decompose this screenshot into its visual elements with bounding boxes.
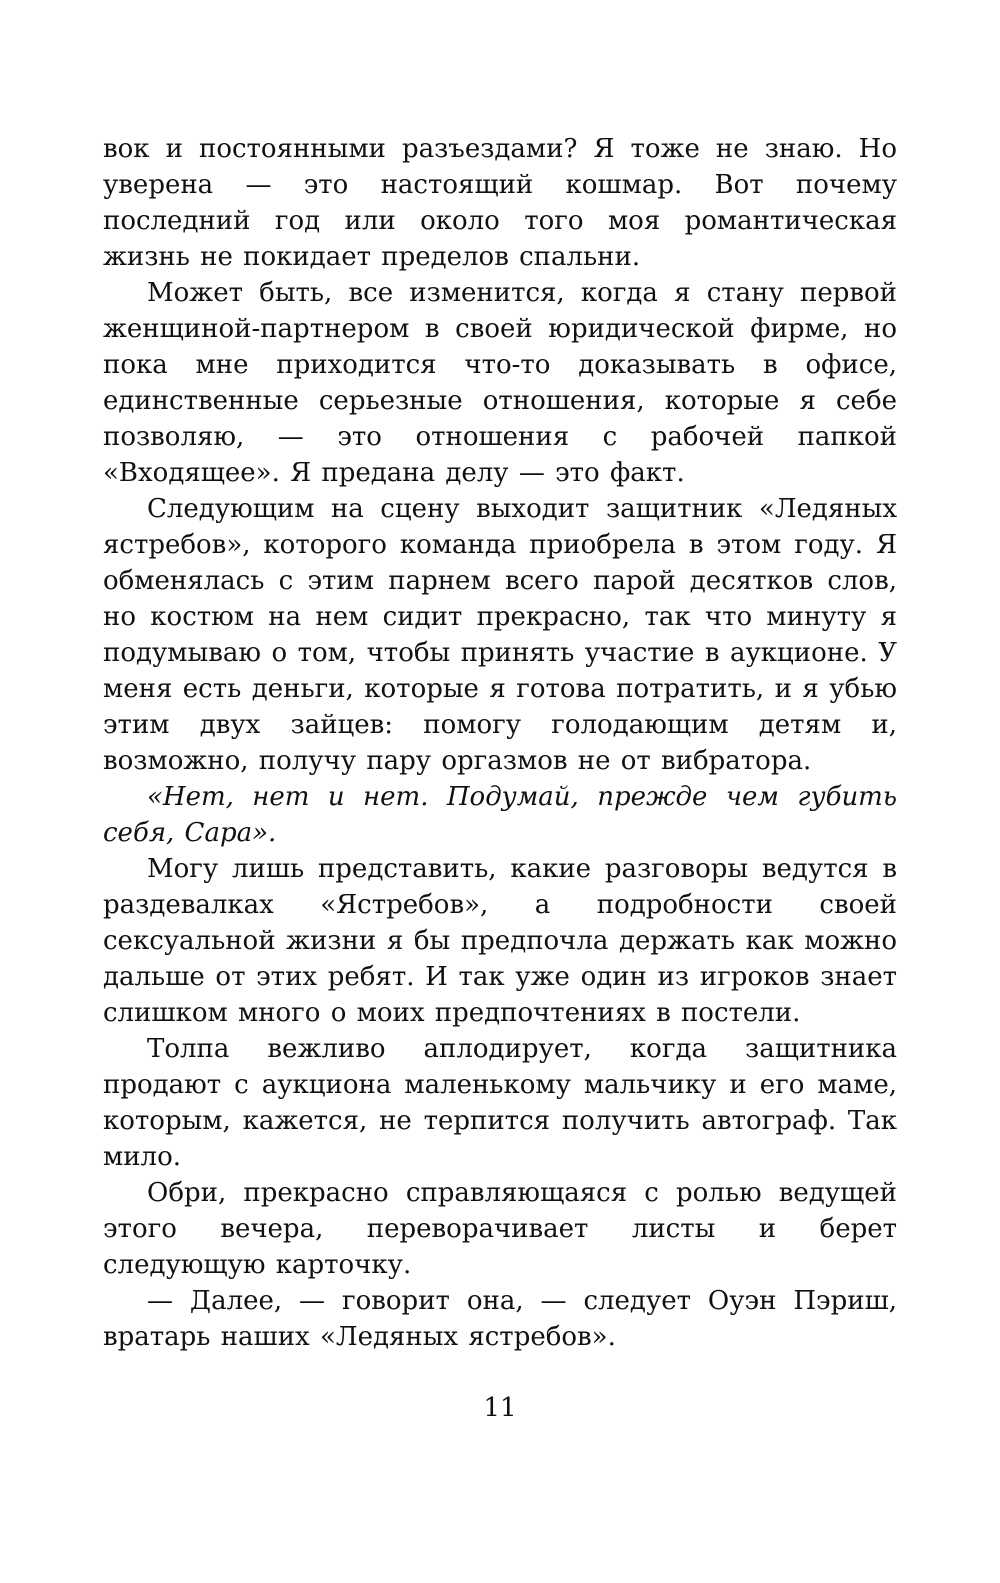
body-text xyxy=(103,131,897,1355)
paragraph: Может быть, все изменится, когда я стану первой женщиной-партнером в своей юридической фирме, но пока мне приходится что-то доказывать в офисе, единственные серьезные отношения, которые я себе позволяю, — это отношения с рабочей папкой «Входящее». Я предана делу — это факт. xyxy=(103,278,897,488)
paragraph: вок и постоянными разъездами? Я тоже не знаю. Но уверена — это настоящий кошмар. Вот почему последний год или около того моя романтическая жизнь не покидает пределов спальни. xyxy=(103,134,897,272)
paragraph-italic-inner-monologue: «Нет, нет и нет. Подумай, прежде чем губить себя, Сара». xyxy=(103,782,897,848)
paragraph: Могу лишь представить, какие разговоры ведутся в раздевалках «Ястребов», а подробности своей сексуальной жизни я бы предпочла держать как можно дальше от этих ребят. И так уже один из игроков знает слишком много о моих предпочтениях в постели. xyxy=(103,854,897,1028)
paragraph: Обри, прекрасно справляющаяся с ролью ведущей этого вечера, переворачивает листы и берет следующую карточку. xyxy=(103,1178,897,1280)
paragraph: Толпа вежливо аплодирует, когда защитника продают с аукциона маленькому мальчику и его маме, которым, кажется, не терпится получить автограф. Так мило. xyxy=(103,1034,897,1172)
paragraph: Следующим на сцену выходит защитник «Ледяных ястребов», которого команда приобрела в этом году. Я обменялась с этим парнем всего парой десятков слов, но костюм на нем сидит прекрасно, так что минуту я подумываю о том, чтобы принять участие в аукционе. У меня есть деньги, которые я готова потратить, и я убью этим двух зайцев: помогу голодающим детям и, возможно, получу пару оргазмов не от вибратора. xyxy=(103,494,897,776)
paragraph-dialogue: — Далее, — говорит она, — следует Оуэн Пэриш, вратарь наших «Ледяных ястребов». xyxy=(103,1286,897,1352)
page-number: 11 xyxy=(483,1393,517,1423)
